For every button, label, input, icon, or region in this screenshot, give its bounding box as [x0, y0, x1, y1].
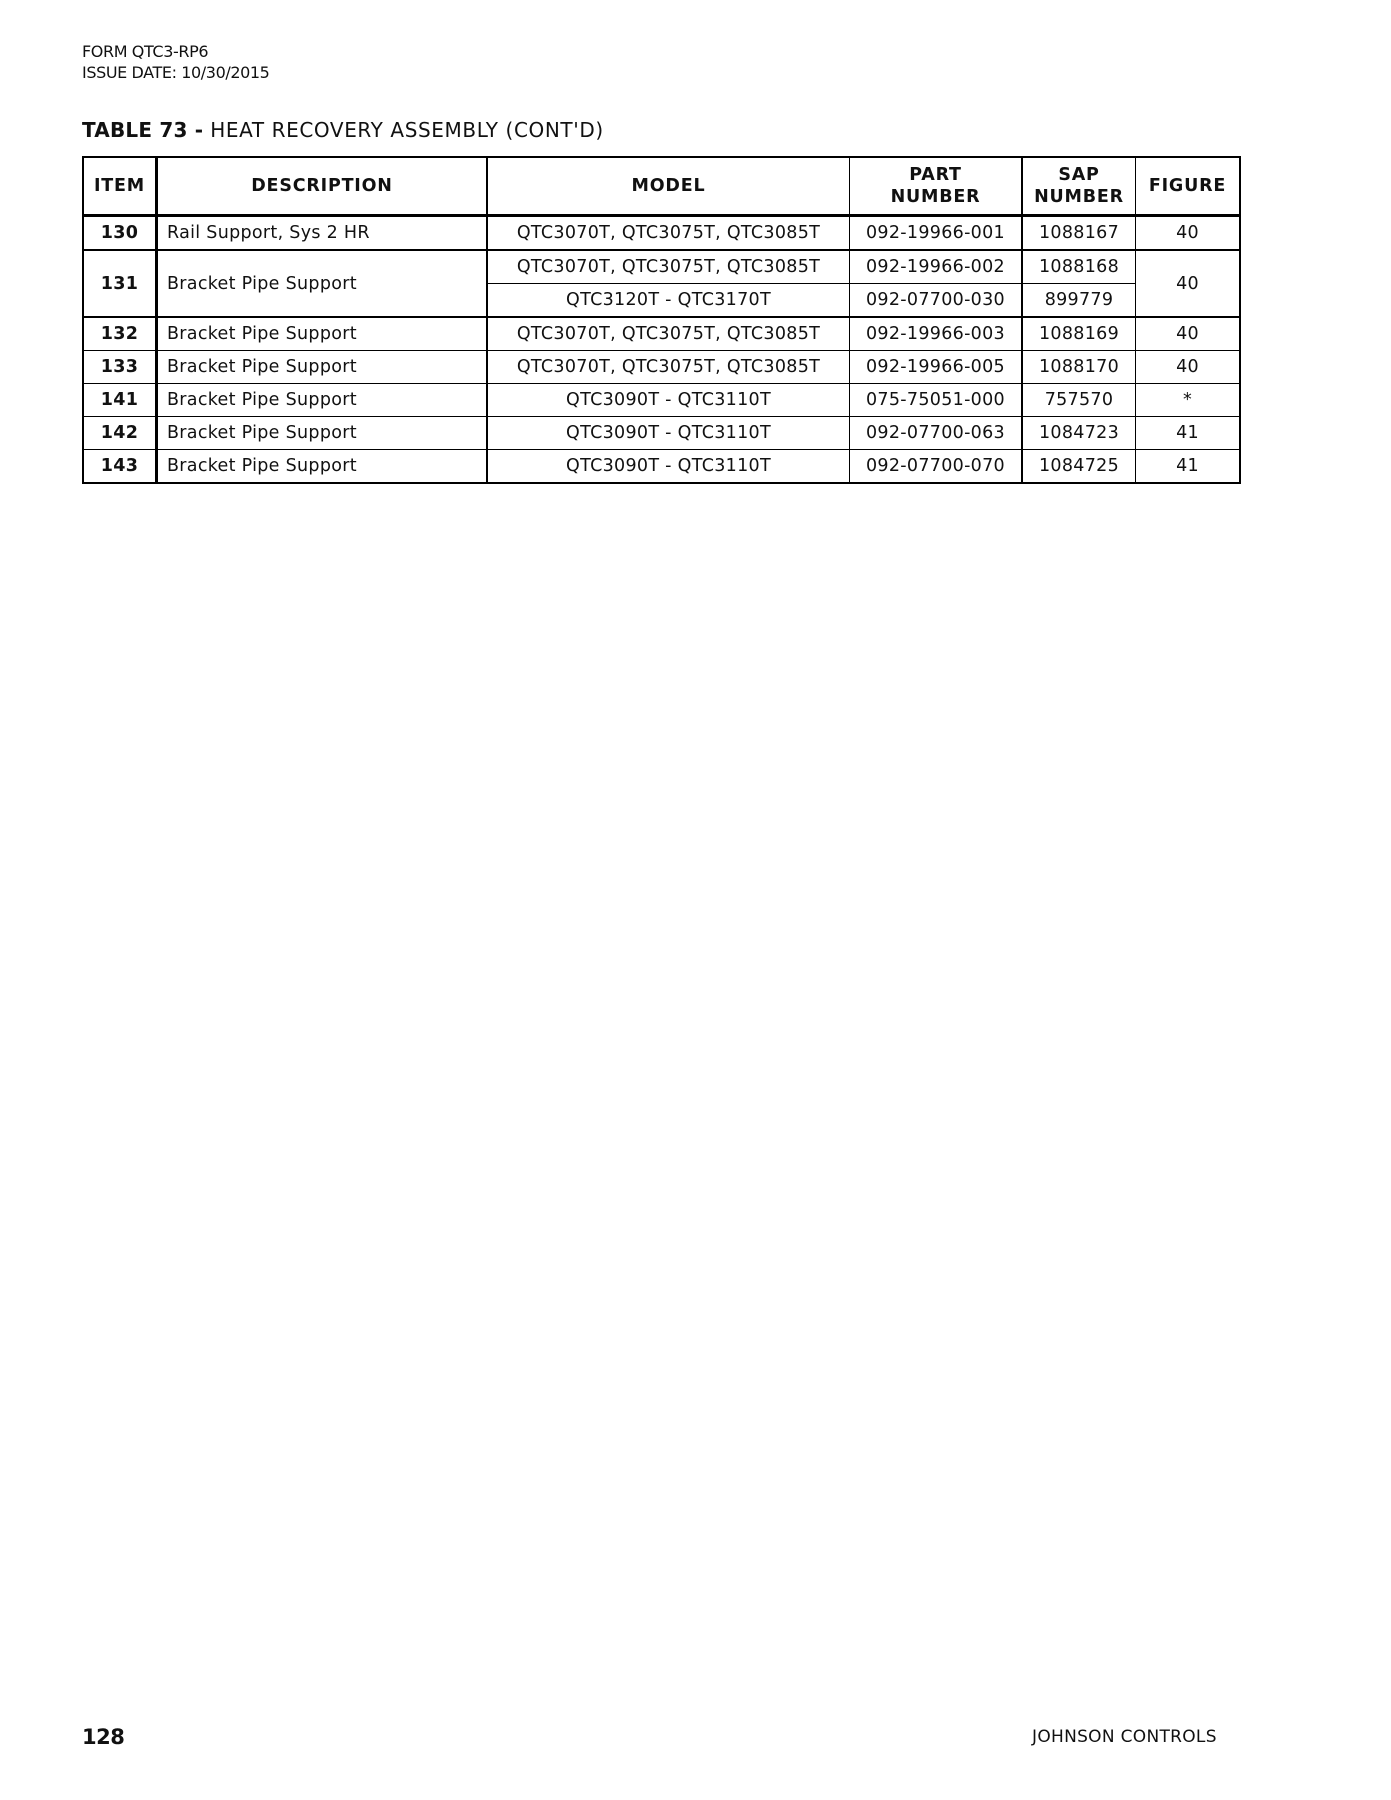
part-number-cell: 092-19966-003: [850, 317, 1023, 351]
figure-cell: 40: [1136, 216, 1241, 251]
part-number-cell: 092-07700-030: [850, 284, 1023, 318]
table-row: [83, 384, 1240, 417]
page-number: 128: [82, 1725, 125, 1749]
col-figure: FIGURE: [1136, 157, 1241, 216]
col-item: ITEM: [83, 157, 157, 216]
item-cell: 141: [83, 384, 157, 417]
table-row: [83, 351, 1240, 384]
part-number-cell: 075-75051-000: [850, 384, 1023, 417]
item-cell: 130: [83, 216, 157, 251]
col-description: DESCRIPTION: [157, 157, 488, 216]
description-cell: Bracket Pipe Support: [157, 384, 488, 417]
table-title: [82, 118, 604, 142]
model-cell: QTC3120T - QTC3170T: [487, 284, 850, 318]
model-cell: QTC3090T - QTC3110T: [487, 450, 850, 484]
sap-number-cell: 1088167: [1022, 216, 1136, 251]
table-row: [83, 450, 1240, 484]
form-number: FORM QTC3-RP6: [82, 42, 209, 61]
part-number-cell: 092-19966-001: [850, 216, 1023, 251]
model-cell: QTC3090T - QTC3110T: [487, 417, 850, 450]
parts-table: [82, 156, 1241, 484]
item-cell: 131: [83, 250, 157, 317]
figure-cell: 41: [1136, 450, 1241, 484]
col-sap-number: SAP NUMBER: [1022, 157, 1136, 216]
sap-number-cell: 1088169: [1022, 317, 1136, 351]
part-number-cell: 092-07700-070: [850, 450, 1023, 484]
description-cell: Bracket Pipe Support: [157, 417, 488, 450]
item-cell: 143: [83, 450, 157, 484]
table-row: [83, 216, 1240, 251]
table-row: [83, 317, 1240, 351]
table-row: [83, 250, 1240, 284]
table-title-text: HEAT RECOVERY ASSEMBLY (CONT'D): [203, 118, 604, 142]
figure-cell: 40: [1136, 250, 1241, 317]
model-cell: QTC3070T, QTC3075T, QTC3085T: [487, 317, 850, 351]
item-cell: 142: [83, 417, 157, 450]
description-cell: Bracket Pipe Support: [157, 250, 488, 317]
sap-number-cell: 899779: [1022, 284, 1136, 318]
table-title-number: TABLE 73 -: [82, 118, 204, 142]
model-cell: QTC3070T, QTC3075T, QTC3085T: [487, 250, 850, 284]
model-cell: QTC3090T - QTC3110T: [487, 384, 850, 417]
sap-number-cell: 1088170: [1022, 351, 1136, 384]
figure-cell: *: [1136, 384, 1241, 417]
col-model: MODEL: [487, 157, 850, 216]
figure-cell: 40: [1136, 351, 1241, 384]
item-cell: 132: [83, 317, 157, 351]
description-cell: Rail Support, Sys 2 HR: [157, 216, 488, 251]
table-row: [83, 417, 1240, 450]
form-header: [82, 41, 269, 83]
part-number-cell: 092-07700-063: [850, 417, 1023, 450]
model-cell: QTC3070T, QTC3075T, QTC3085T: [487, 216, 850, 251]
description-cell: Bracket Pipe Support: [157, 351, 488, 384]
sap-number-cell: 1088168: [1022, 250, 1136, 284]
sap-number-cell: 1084723: [1022, 417, 1136, 450]
description-cell: Bracket Pipe Support: [157, 317, 488, 351]
company-name: JOHNSON CONTROLS: [1032, 1727, 1217, 1747]
model-cell: QTC3070T, QTC3075T, QTC3085T: [487, 351, 850, 384]
sap-number-cell: 757570: [1022, 384, 1136, 417]
col-part-number: PART NUMBER: [850, 157, 1023, 216]
sap-number-cell: 1084725: [1022, 450, 1136, 484]
figure-cell: 40: [1136, 317, 1241, 351]
issue-date: ISSUE DATE: 10/30/2015: [82, 63, 270, 82]
part-number-cell: 092-19966-005: [850, 351, 1023, 384]
figure-cell: 41: [1136, 417, 1241, 450]
description-cell: Bracket Pipe Support: [157, 450, 488, 484]
part-number-cell: 092-19966-002: [850, 250, 1023, 284]
item-cell: 133: [83, 351, 157, 384]
table-header-row: [83, 157, 1240, 216]
